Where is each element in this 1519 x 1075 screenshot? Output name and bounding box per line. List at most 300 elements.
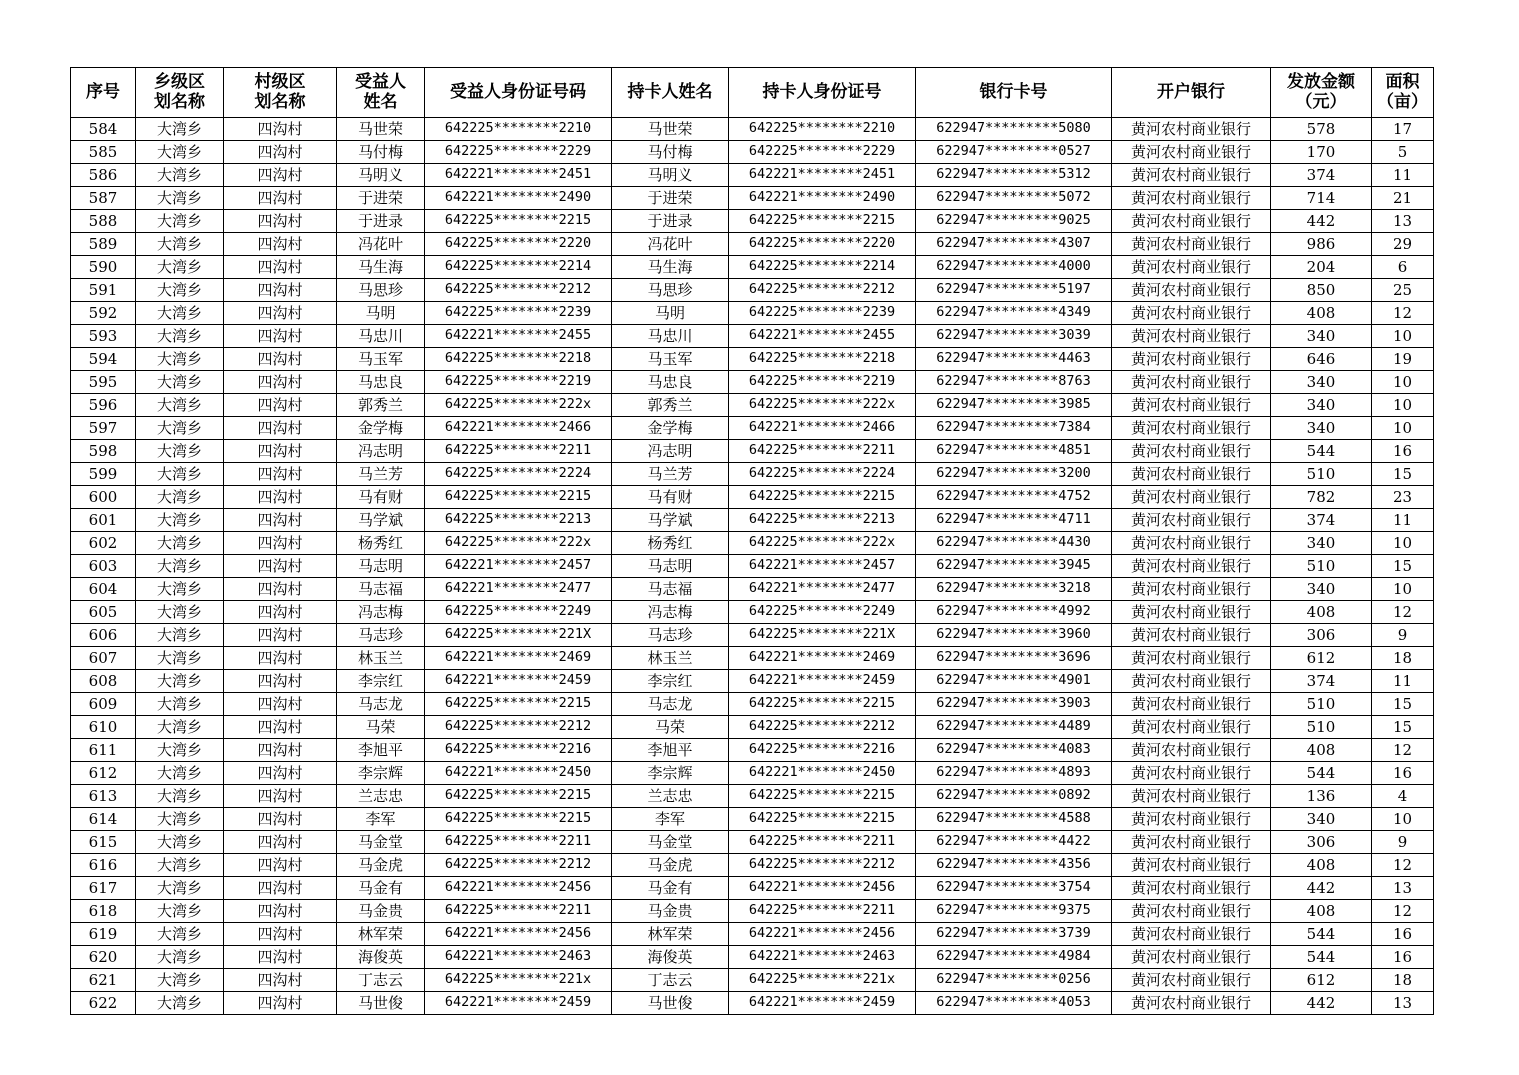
table-row — [71, 831, 1434, 854]
cell-township: 大湾乡 — [136, 141, 224, 164]
cell-bank: 黄河农村商业银行 — [1112, 647, 1271, 670]
cell-amount: 544 — [1271, 946, 1372, 969]
cell-beneficiary-id: 642221********2455 — [425, 325, 612, 348]
cell-cardholder-name: 马金虎 — [612, 854, 729, 877]
cell-cardholder-name: 丁志云 — [612, 969, 729, 992]
cell-beneficiary-name: 李宗辉 — [337, 762, 425, 785]
table-row — [71, 187, 1434, 210]
cell-beneficiary-name: 林玉兰 — [337, 647, 425, 670]
header-bank-card: 银行卡号 — [916, 68, 1112, 118]
cell-beneficiary-id: 642225********221X — [425, 624, 612, 647]
cell-cardholder-name: 冯花叶 — [612, 233, 729, 256]
cell-cardholder-name: 马志福 — [612, 578, 729, 601]
cell-beneficiary-id: 642221********2459 — [425, 992, 612, 1015]
cell-beneficiary-name: 马志福 — [337, 578, 425, 601]
cell-amount: 374 — [1271, 670, 1372, 693]
cell-village: 四沟村 — [224, 624, 337, 647]
cell-index: 603 — [71, 555, 136, 578]
header-township: 乡级区 划名称 — [136, 68, 224, 118]
cell-cardholder-name: 马志明 — [612, 555, 729, 578]
cell-bank-card: 622947*********3945 — [916, 555, 1112, 578]
cell-bank: 黄河农村商业银行 — [1112, 716, 1271, 739]
cell-cardholder-name: 马金贵 — [612, 900, 729, 923]
cell-village: 四沟村 — [224, 762, 337, 785]
cell-beneficiary-name: 马明 — [337, 302, 425, 325]
cell-cardholder-id: 642225********2215 — [729, 693, 916, 716]
cell-beneficiary-name: 李军 — [337, 808, 425, 831]
cell-beneficiary-name: 马志龙 — [337, 693, 425, 716]
cell-index: 618 — [71, 900, 136, 923]
cell-area: 18 — [1372, 969, 1434, 992]
cell-bank-card: 622947*********4463 — [916, 348, 1112, 371]
cell-beneficiary-name: 马玉军 — [337, 348, 425, 371]
cell-bank: 黄河农村商业银行 — [1112, 302, 1271, 325]
cell-index: 597 — [71, 417, 136, 440]
cell-beneficiary-name: 林军荣 — [337, 923, 425, 946]
cell-bank: 黄河农村商业银行 — [1112, 555, 1271, 578]
cell-beneficiary-id: 642225********2215 — [425, 808, 612, 831]
cell-village: 四沟村 — [224, 716, 337, 739]
header-amount: 发放金额 （元） — [1271, 68, 1372, 118]
cell-bank: 黄河农村商业银行 — [1112, 440, 1271, 463]
cell-village: 四沟村 — [224, 233, 337, 256]
table-row — [71, 854, 1434, 877]
cell-bank: 黄河农村商业银行 — [1112, 118, 1271, 141]
cell-cardholder-id: 642221********2456 — [729, 923, 916, 946]
cell-cardholder-name: 马付梅 — [612, 141, 729, 164]
cell-beneficiary-id: 642225********2218 — [425, 348, 612, 371]
cell-area: 12 — [1372, 900, 1434, 923]
cell-township: 大湾乡 — [136, 486, 224, 509]
cell-village: 四沟村 — [224, 739, 337, 762]
cell-township: 大湾乡 — [136, 394, 224, 417]
table-row — [71, 118, 1434, 141]
cell-index: 586 — [71, 164, 136, 187]
cell-beneficiary-name: 马有财 — [337, 486, 425, 509]
cell-beneficiary-name: 冯志明 — [337, 440, 425, 463]
cell-index: 589 — [71, 233, 136, 256]
cell-cardholder-name: 马生海 — [612, 256, 729, 279]
cell-beneficiary-id: 642225********2211 — [425, 440, 612, 463]
cell-bank-card: 622947*********4000 — [916, 256, 1112, 279]
cell-beneficiary-id: 642221********2451 — [425, 164, 612, 187]
cell-cardholder-name: 马金有 — [612, 877, 729, 900]
cell-area: 16 — [1372, 946, 1434, 969]
cell-beneficiary-name: 马兰芳 — [337, 463, 425, 486]
cell-bank: 黄河农村商业银行 — [1112, 670, 1271, 693]
cell-beneficiary-name: 金学梅 — [337, 417, 425, 440]
cell-bank: 黄河农村商业银行 — [1112, 233, 1271, 256]
cell-beneficiary-id: 642225********2219 — [425, 371, 612, 394]
cell-area: 9 — [1372, 831, 1434, 854]
cell-cardholder-name: 马思珍 — [612, 279, 729, 302]
cell-bank: 黄河农村商业银行 — [1112, 509, 1271, 532]
cell-bank: 黄河农村商业银行 — [1112, 831, 1271, 854]
cell-cardholder-name: 马明 — [612, 302, 729, 325]
cell-beneficiary-id: 642221********2450 — [425, 762, 612, 785]
cell-bank-card: 622947*********4711 — [916, 509, 1112, 532]
cell-amount: 374 — [1271, 509, 1372, 532]
cell-bank-card: 622947*********5072 — [916, 187, 1112, 210]
cell-beneficiary-id: 642221********2490 — [425, 187, 612, 210]
cell-township: 大湾乡 — [136, 532, 224, 555]
cell-beneficiary-name: 兰志忠 — [337, 785, 425, 808]
table-row — [71, 693, 1434, 716]
cell-amount: 136 — [1271, 785, 1372, 808]
cell-township: 大湾乡 — [136, 256, 224, 279]
cell-cardholder-name: 于进录 — [612, 210, 729, 233]
cell-bank-card: 622947*********3985 — [916, 394, 1112, 417]
cell-area: 15 — [1372, 716, 1434, 739]
cell-cardholder-name: 马忠川 — [612, 325, 729, 348]
cell-bank: 黄河农村商业银行 — [1112, 900, 1271, 923]
cell-amount: 544 — [1271, 440, 1372, 463]
cell-township: 大湾乡 — [136, 463, 224, 486]
cell-cardholder-id: 642225********2239 — [729, 302, 916, 325]
cell-area: 13 — [1372, 210, 1434, 233]
cell-area: 10 — [1372, 808, 1434, 831]
cell-cardholder-id: 642225********2215 — [729, 486, 916, 509]
cell-cardholder-name: 冯志明 — [612, 440, 729, 463]
cell-area: 21 — [1372, 187, 1434, 210]
cell-amount: 646 — [1271, 348, 1372, 371]
cell-area: 10 — [1372, 325, 1434, 348]
cell-index: 605 — [71, 601, 136, 624]
cell-beneficiary-name: 马忠良 — [337, 371, 425, 394]
cell-cardholder-id: 642221********2459 — [729, 992, 916, 1015]
cell-beneficiary-name: 冯志梅 — [337, 601, 425, 624]
table-row — [71, 808, 1434, 831]
cell-cardholder-name: 马世荣 — [612, 118, 729, 141]
cell-village: 四沟村 — [224, 854, 337, 877]
cell-cardholder-id: 642221********2477 — [729, 578, 916, 601]
cell-beneficiary-name: 杨秀红 — [337, 532, 425, 555]
cell-amount: 510 — [1271, 716, 1372, 739]
cell-bank-card: 622947*********4349 — [916, 302, 1112, 325]
cell-township: 大湾乡 — [136, 831, 224, 854]
cell-amount: 340 — [1271, 578, 1372, 601]
cell-bank-card: 622947*********4307 — [916, 233, 1112, 256]
cell-area: 10 — [1372, 371, 1434, 394]
cell-beneficiary-name: 马思珍 — [337, 279, 425, 302]
cell-bank-card: 622947*********9375 — [916, 900, 1112, 923]
cell-index: 594 — [71, 348, 136, 371]
cell-index: 609 — [71, 693, 136, 716]
cell-amount: 306 — [1271, 831, 1372, 854]
cell-township: 大湾乡 — [136, 417, 224, 440]
cell-area: 12 — [1372, 739, 1434, 762]
cell-beneficiary-id: 642225********221x — [425, 969, 612, 992]
cell-index: 610 — [71, 716, 136, 739]
cell-bank-card: 622947*********8763 — [916, 371, 1112, 394]
cell-beneficiary-id: 642225********2212 — [425, 854, 612, 877]
cell-township: 大湾乡 — [136, 716, 224, 739]
cell-cardholder-id: 642225********2215 — [729, 210, 916, 233]
cell-index: 612 — [71, 762, 136, 785]
table-row — [71, 394, 1434, 417]
cell-index: 598 — [71, 440, 136, 463]
cell-cardholder-id: 642225********2215 — [729, 785, 916, 808]
cell-village: 四沟村 — [224, 647, 337, 670]
cell-beneficiary-id: 642225********2215 — [425, 785, 612, 808]
cell-village: 四沟村 — [224, 601, 337, 624]
cell-township: 大湾乡 — [136, 877, 224, 900]
cell-bank: 黄河农村商业银行 — [1112, 992, 1271, 1015]
cell-beneficiary-name: 李旭平 — [337, 739, 425, 762]
cell-village: 四沟村 — [224, 394, 337, 417]
cell-beneficiary-name: 马生海 — [337, 256, 425, 279]
cell-village: 四沟村 — [224, 831, 337, 854]
cell-township: 大湾乡 — [136, 440, 224, 463]
cell-village: 四沟村 — [224, 693, 337, 716]
cell-cardholder-id: 642225********222x — [729, 394, 916, 417]
cell-township: 大湾乡 — [136, 739, 224, 762]
cell-bank-card: 622947*********4489 — [916, 716, 1112, 739]
table-row — [71, 578, 1434, 601]
cell-beneficiary-name: 马志珍 — [337, 624, 425, 647]
cell-township: 大湾乡 — [136, 969, 224, 992]
cell-beneficiary-id: 642225********2239 — [425, 302, 612, 325]
table-header-row — [71, 68, 1434, 118]
cell-amount: 714 — [1271, 187, 1372, 210]
cell-amount: 408 — [1271, 900, 1372, 923]
cell-township: 大湾乡 — [136, 348, 224, 371]
cell-amount: 204 — [1271, 256, 1372, 279]
cell-cardholder-name: 马明义 — [612, 164, 729, 187]
cell-village: 四沟村 — [224, 348, 337, 371]
cell-index: 621 — [71, 969, 136, 992]
cell-township: 大湾乡 — [136, 371, 224, 394]
cell-area: 16 — [1372, 923, 1434, 946]
cell-village: 四沟村 — [224, 417, 337, 440]
cell-bank: 黄河农村商业银行 — [1112, 486, 1271, 509]
cell-bank: 黄河农村商业银行 — [1112, 969, 1271, 992]
cell-bank-card: 622947*********0527 — [916, 141, 1112, 164]
cell-beneficiary-name: 于进录 — [337, 210, 425, 233]
cell-beneficiary-name: 马金堂 — [337, 831, 425, 854]
cell-beneficiary-name: 马金贵 — [337, 900, 425, 923]
table-row — [71, 555, 1434, 578]
cell-index: 596 — [71, 394, 136, 417]
cell-beneficiary-id: 642221********2456 — [425, 877, 612, 900]
cell-amount: 544 — [1271, 762, 1372, 785]
cell-area: 10 — [1372, 417, 1434, 440]
table-row — [71, 509, 1434, 532]
cell-cardholder-id: 642225********2212 — [729, 716, 916, 739]
cell-bank-card: 622947*********3039 — [916, 325, 1112, 348]
cell-amount: 442 — [1271, 992, 1372, 1015]
header-village: 村级区 划名称 — [224, 68, 337, 118]
cell-township: 大湾乡 — [136, 992, 224, 1015]
cell-area: 10 — [1372, 532, 1434, 555]
cell-cardholder-id: 642225********2213 — [729, 509, 916, 532]
table-row — [71, 141, 1434, 164]
cell-beneficiary-name: 于进荣 — [337, 187, 425, 210]
cell-cardholder-name: 马学斌 — [612, 509, 729, 532]
cell-amount: 408 — [1271, 854, 1372, 877]
cell-bank-card: 622947*********5197 — [916, 279, 1112, 302]
cell-township: 大湾乡 — [136, 279, 224, 302]
cell-index: 600 — [71, 486, 136, 509]
cell-beneficiary-name: 马世俊 — [337, 992, 425, 1015]
cell-village: 四沟村 — [224, 164, 337, 187]
cell-area: 15 — [1372, 463, 1434, 486]
cell-beneficiary-id: 642221********2466 — [425, 417, 612, 440]
cell-beneficiary-id: 642225********222x — [425, 394, 612, 417]
cell-bank-card: 622947*********5312 — [916, 164, 1112, 187]
header-cardholder-id: 持卡人身份证号 — [729, 68, 916, 118]
cell-cardholder-name: 李旭平 — [612, 739, 729, 762]
table-row — [71, 325, 1434, 348]
cell-beneficiary-name: 马荣 — [337, 716, 425, 739]
cell-cardholder-name: 冯志梅 — [612, 601, 729, 624]
table-row — [71, 877, 1434, 900]
cell-bank-card: 622947*********4893 — [916, 762, 1112, 785]
cell-village: 四沟村 — [224, 969, 337, 992]
cell-bank: 黄河农村商业银行 — [1112, 325, 1271, 348]
cell-bank: 黄河农村商业银行 — [1112, 601, 1271, 624]
cell-beneficiary-name: 郭秀兰 — [337, 394, 425, 417]
cell-township: 大湾乡 — [136, 808, 224, 831]
cell-cardholder-id: 642221********2451 — [729, 164, 916, 187]
cell-bank-card: 622947*********4356 — [916, 854, 1112, 877]
table-row — [71, 440, 1434, 463]
cell-beneficiary-id: 642221********2463 — [425, 946, 612, 969]
table-row — [71, 739, 1434, 762]
cell-beneficiary-id: 642225********2224 — [425, 463, 612, 486]
cell-amount: 578 — [1271, 118, 1372, 141]
cell-amount: 340 — [1271, 808, 1372, 831]
cell-index: 614 — [71, 808, 136, 831]
cell-township: 大湾乡 — [136, 762, 224, 785]
cell-cardholder-name: 杨秀红 — [612, 532, 729, 555]
cell-beneficiary-id: 642225********2249 — [425, 601, 612, 624]
cell-cardholder-id: 642225********2212 — [729, 854, 916, 877]
cell-area: 10 — [1372, 578, 1434, 601]
cell-amount: 442 — [1271, 210, 1372, 233]
cell-area: 12 — [1372, 601, 1434, 624]
cell-village: 四沟村 — [224, 555, 337, 578]
cell-amount: 544 — [1271, 923, 1372, 946]
cell-area: 29 — [1372, 233, 1434, 256]
cell-village: 四沟村 — [224, 371, 337, 394]
cell-village: 四沟村 — [224, 325, 337, 348]
cell-bank-card: 622947*********4851 — [916, 440, 1112, 463]
table-row — [71, 486, 1434, 509]
cell-township: 大湾乡 — [136, 118, 224, 141]
cell-cardholder-name: 金学梅 — [612, 417, 729, 440]
cell-index: 622 — [71, 992, 136, 1015]
cell-bank: 黄河农村商业银行 — [1112, 279, 1271, 302]
table-row — [71, 164, 1434, 187]
cell-area: 15 — [1372, 555, 1434, 578]
table-row — [71, 670, 1434, 693]
cell-area: 6 — [1372, 256, 1434, 279]
cell-bank: 黄河农村商业银行 — [1112, 256, 1271, 279]
cell-amount: 340 — [1271, 417, 1372, 440]
cell-bank: 黄河农村商业银行 — [1112, 923, 1271, 946]
cell-bank: 黄河农村商业银行 — [1112, 624, 1271, 647]
cell-township: 大湾乡 — [136, 325, 224, 348]
table-row — [71, 233, 1434, 256]
cell-bank: 黄河农村商业银行 — [1112, 187, 1271, 210]
header-bank: 开户银行 — [1112, 68, 1271, 118]
cell-cardholder-id: 642225********2211 — [729, 831, 916, 854]
cell-amount: 510 — [1271, 463, 1372, 486]
cell-village: 四沟村 — [224, 670, 337, 693]
cell-area: 25 — [1372, 279, 1434, 302]
subsidy-table — [70, 67, 1434, 1015]
cell-beneficiary-name: 马金虎 — [337, 854, 425, 877]
cell-beneficiary-name: 马学斌 — [337, 509, 425, 532]
table-row — [71, 348, 1434, 371]
table-row — [71, 601, 1434, 624]
cell-bank: 黄河农村商业银行 — [1112, 785, 1271, 808]
cell-cardholder-id: 642221********2450 — [729, 762, 916, 785]
header-index: 序号 — [71, 68, 136, 118]
cell-village: 四沟村 — [224, 279, 337, 302]
cell-bank: 黄河农村商业银行 — [1112, 394, 1271, 417]
table-row — [71, 900, 1434, 923]
table-row — [71, 716, 1434, 739]
cell-area: 17 — [1372, 118, 1434, 141]
cell-village: 四沟村 — [224, 877, 337, 900]
cell-area: 5 — [1372, 141, 1434, 164]
cell-area: 9 — [1372, 624, 1434, 647]
cell-bank-card: 622947*********5080 — [916, 118, 1112, 141]
cell-index: 617 — [71, 877, 136, 900]
cell-cardholder-name: 兰志忠 — [612, 785, 729, 808]
cell-bank: 黄河农村商业银行 — [1112, 808, 1271, 831]
cell-beneficiary-name: 马世荣 — [337, 118, 425, 141]
cell-cardholder-id: 642225********2249 — [729, 601, 916, 624]
header-cardholder-name: 持卡人姓名 — [612, 68, 729, 118]
table-row — [71, 210, 1434, 233]
cell-cardholder-name: 马兰芳 — [612, 463, 729, 486]
cell-village: 四沟村 — [224, 578, 337, 601]
cell-beneficiary-id: 642221********2477 — [425, 578, 612, 601]
cell-cardholder-id: 642225********2220 — [729, 233, 916, 256]
cell-bank-card: 622947*********3200 — [916, 463, 1112, 486]
cell-township: 大湾乡 — [136, 601, 224, 624]
cell-beneficiary-id: 642225********222x — [425, 532, 612, 555]
cell-bank-card: 622947*********4083 — [916, 739, 1112, 762]
cell-village: 四沟村 — [224, 785, 337, 808]
cell-index: 604 — [71, 578, 136, 601]
table-row — [71, 624, 1434, 647]
cell-cardholder-id: 642225********2219 — [729, 371, 916, 394]
table-row — [71, 256, 1434, 279]
cell-beneficiary-id: 642225********2212 — [425, 716, 612, 739]
cell-village: 四沟村 — [224, 509, 337, 532]
cell-cardholder-name: 郭秀兰 — [612, 394, 729, 417]
cell-beneficiary-id: 642225********2216 — [425, 739, 612, 762]
cell-area: 16 — [1372, 440, 1434, 463]
cell-area: 11 — [1372, 670, 1434, 693]
cell-village: 四沟村 — [224, 486, 337, 509]
cell-beneficiary-id: 642225********2229 — [425, 141, 612, 164]
cell-village: 四沟村 — [224, 808, 337, 831]
cell-amount: 170 — [1271, 141, 1372, 164]
cell-township: 大湾乡 — [136, 693, 224, 716]
cell-area: 23 — [1372, 486, 1434, 509]
cell-bank: 黄河农村商业银行 — [1112, 210, 1271, 233]
cell-bank: 黄河农村商业银行 — [1112, 141, 1271, 164]
table-row — [71, 302, 1434, 325]
cell-bank-card: 622947*********3739 — [916, 923, 1112, 946]
cell-village: 四沟村 — [224, 463, 337, 486]
cell-index: 587 — [71, 187, 136, 210]
